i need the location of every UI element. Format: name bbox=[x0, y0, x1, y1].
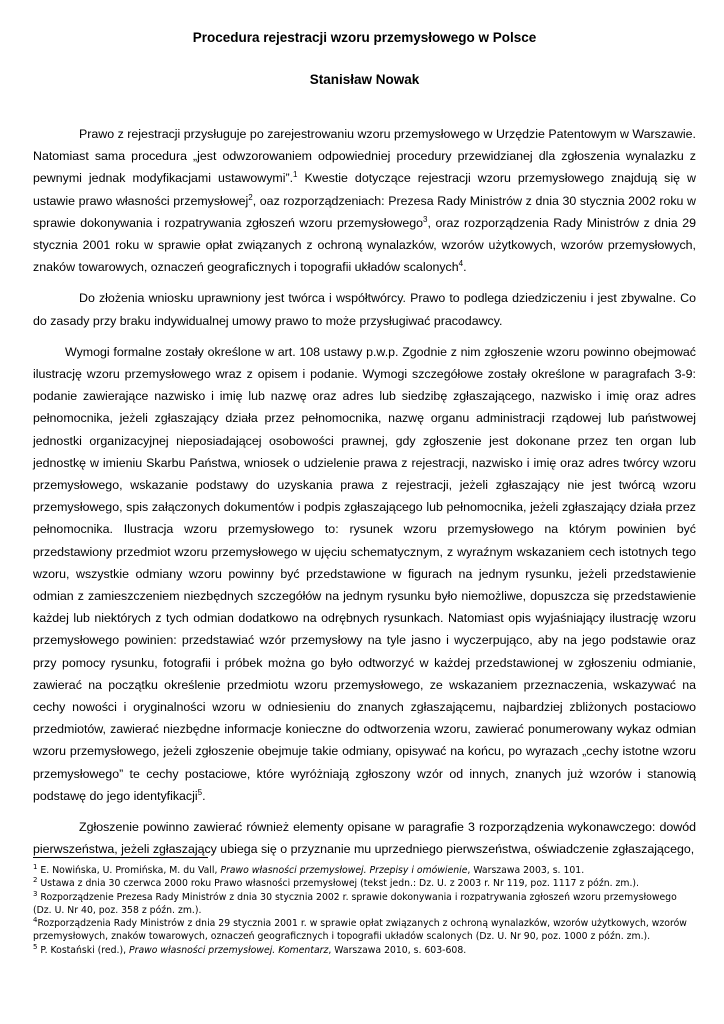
footnote-number: 4 bbox=[33, 916, 38, 925]
text-run: Do złożenia wniosku uprawniony jest twórca i współtwórcy. Prawo to podlega dziedziczeniu i jest zbywalne. Co do zasady przy braku indywidualnej umowy prawo to może przysługiwać pracodawcy. bbox=[33, 291, 696, 328]
footnote bbox=[33, 864, 696, 877]
document-page bbox=[33, 30, 696, 870]
body-paragraph bbox=[33, 341, 696, 807]
footnote-ref: 2 bbox=[248, 192, 253, 202]
footnote-ref: 3 bbox=[423, 214, 428, 224]
footnote-ref: 5 bbox=[197, 787, 203, 797]
text-run: E. Nowińska, U. Promińska, M. du Vall, bbox=[37, 865, 221, 876]
italic-title: Prawo własności przemysłowej. Komentarz bbox=[129, 944, 329, 956]
text-run: Rozporządzenie Prezesa Rady Ministrów z dnia 30 stycznia 2002 r. sprawie dokonywania i rozpatrywania zgłoszeń wzoru przemysłowego (Dz. U. Nr 40, poz. 358 z późn. zm.). bbox=[33, 891, 677, 916]
footnote-separator bbox=[33, 857, 208, 858]
footnote bbox=[33, 891, 696, 918]
body-paragraph bbox=[33, 123, 696, 278]
text-run: Prawo z rejestracji przysługuje po zarejestrowaniu wzoru przemysłowego w Urzędzie Patentowym w Warszawie. Natomiast sama procedura „jest odwzorowaniem odpowiedniej procedury przewidzianej dla zgłoszenia wynalazku z pewnymi jednak modyfikacjami ustawowymi”. bbox=[33, 127, 696, 186]
footnote-ref: 1 bbox=[293, 170, 298, 180]
author-name: Stanisław Nowak bbox=[309, 72, 420, 87]
text-run: Rozporządzenia Rady Ministrów z dnia 29 stycznia 2001 r. w sprawie opłat związanych z ochroną wynalazków, wzorów użytkowych, wzorów przemysłowych, znaków towarowych, oznaczeń geograficznych i topografii układów scalonych (Dz. U. Nr 90, poz. 1000 z późn. zm.). bbox=[33, 918, 687, 943]
footnote bbox=[33, 944, 696, 957]
footnote bbox=[33, 877, 696, 890]
footnotes bbox=[33, 864, 696, 957]
text-run: Ustawa z dnia 30 czerwca 2000 roku Prawo własności przemysłowej (tekst jedn.: Dz. U. z 2003 r. Nr 119, poz. 1117 z późn. zm.). bbox=[37, 878, 639, 890]
footnote-number: 1 bbox=[33, 862, 38, 871]
text-run: . bbox=[463, 260, 467, 275]
body-paragraph bbox=[33, 816, 696, 860]
footnote-number: 3 bbox=[33, 889, 38, 898]
text-run: , oaz rozporządzeniach: Prezesa Rady Ministrów z dnia 30 stycznia 2002 roku w sprawie dokonywania i rozpatrywania zgłoszeń wzoru przemysłowego bbox=[33, 193, 696, 230]
body-text bbox=[33, 123, 696, 861]
footnote-number: 5 bbox=[33, 942, 38, 951]
footnote-number: 2 bbox=[33, 876, 38, 885]
document-title: Procedura rejestracji wzoru przemysłowego w Polsce bbox=[192, 30, 537, 45]
text-run: P. Kostański (red.), bbox=[37, 944, 130, 956]
text-run: , Warszawa 2003, s. 101. bbox=[467, 865, 585, 876]
text-run: , oraz rozporządzenia Rady Ministrów z dnia 29 stycznia 2001 roku w sprawie opłat związanych z ochroną wynalazków, wzorów użytkowych, wzorów przemysłowych, znaków towarowych, oznaczeń geograficznych i topografii układów scalonych bbox=[33, 215, 696, 275]
body-paragraph bbox=[33, 287, 696, 331]
footnote-ref: 4 bbox=[458, 259, 464, 269]
italic-title: Prawo własności przemysłowej. Przepisy i omówienie bbox=[220, 865, 468, 876]
text-run: . bbox=[202, 788, 206, 803]
text-run: Kwestie dotyczące rejestracji wzoru przemysłowego znajdują się w ustawie prawo własności przemysłowej bbox=[33, 171, 696, 208]
footnote bbox=[33, 917, 696, 944]
text-run: Wymogi formalne zostały określone w art. 108 ustawy p.w.p. Zgodnie z nim zgłoszenie wzoru powinno obejmować ilustrację wzoru przemysłowego wraz z opisem i podanie. Wymogi szczegółowe zostały określone w paragrafach 3-9: podanie zawierające nazwisko i imię lub nazwę oraz adres lub siedzibę zgłaszającego, nazwisko i imię oraz adres pełnomocnika, jeżeli zgłaszający działa przez pełnomocnika, nazwę organu administracji rządowej lub państwowej jednostki organizacyjnej nieposiadającej osobowości prawnej, gdy zgłoszenie jest dokonane przez ten organ lub jednostkę w imieniu Skarbu Państwa, wniosek o udzielenie prawa z rejestracji, nazwisko i imię oraz adres twórcy wzoru przemysłowego, wskazanie podstawy do uzyskania prawa z rejestracji, jeżeli zgłaszający nie jest twórcą wzoru przemysłowego, spis załączonych dokumentów i podpis zgłaszającego lub pełnomocnika, jeżeli zgłaszający działa przez pełnomocnika. Ilustracja wzoru przemysłowego to: rysunek wzoru przemysłowego na którym powinien być przedstawiony przedmiot wzoru przemysłowego w ujęciu schematycznym, z wyraźnym wskazaniem cech istotnych tego wzoru, wszystkie odmiany wzoru powinny być przedstawione w figurach na jednym rysunku, jeżeli przedstawienie odmian z zamieszczeniem niezbędnych szczegółów na jednym rysunku było niemożliwe, dopuszcza się przedstawienie każdej lub niektórych z tych odmian dodatkowo na odrębnych rysunkach. Natomiast opis wyjaśniający ilustrację wzoru przemysłowego powinien: przedstawiać wzór przemysłowy na tyle jasno i wyczerpująco, aby na jego podstawie oraz przy pomocy rysunku, fotografii i próbek można go było odtworzyć w każdej przedstawionej w zgłoszeniu odmianie, zawierać na początku określenie przedmiotu wzoru przemysłowego, ze wskazaniem przeznaczenia, wskazywać na cechy nowości i oryginalności wzoru w odniesieniu do znanych zgłaszającemu, najbardziej zbliżonych postaciowo przedmiotów, zawierać niezbędne informacje konieczne do odtworzenia wzoru, zawierać ponumerowany wykaz odmian wzoru przemysłowego, jeżeli zgłoszenie obejmuje takie odmiany, opisywać na końcu, po wyrazach „cechy istotne wzoru przemysłowego” te cechy postaciowe, które wyróżniają zgłoszony wzór od innych, znanych już wzorów i stanowią podstawę do jego identyfikacji bbox=[33, 344, 696, 803]
text-run: , Warszawa 2010, s. 603-608. bbox=[328, 944, 467, 956]
text-run: Zgłoszenie powinno zawierać również elementy opisane w paragrafie 3 rozporządzenia wykonawczego: dowód pierwszeństwa, jeżeli zgłaszający ubiega się o przyznanie mu uprzedniego pierwszeństwa, oświadczenie zgłaszającego, bbox=[33, 820, 696, 857]
